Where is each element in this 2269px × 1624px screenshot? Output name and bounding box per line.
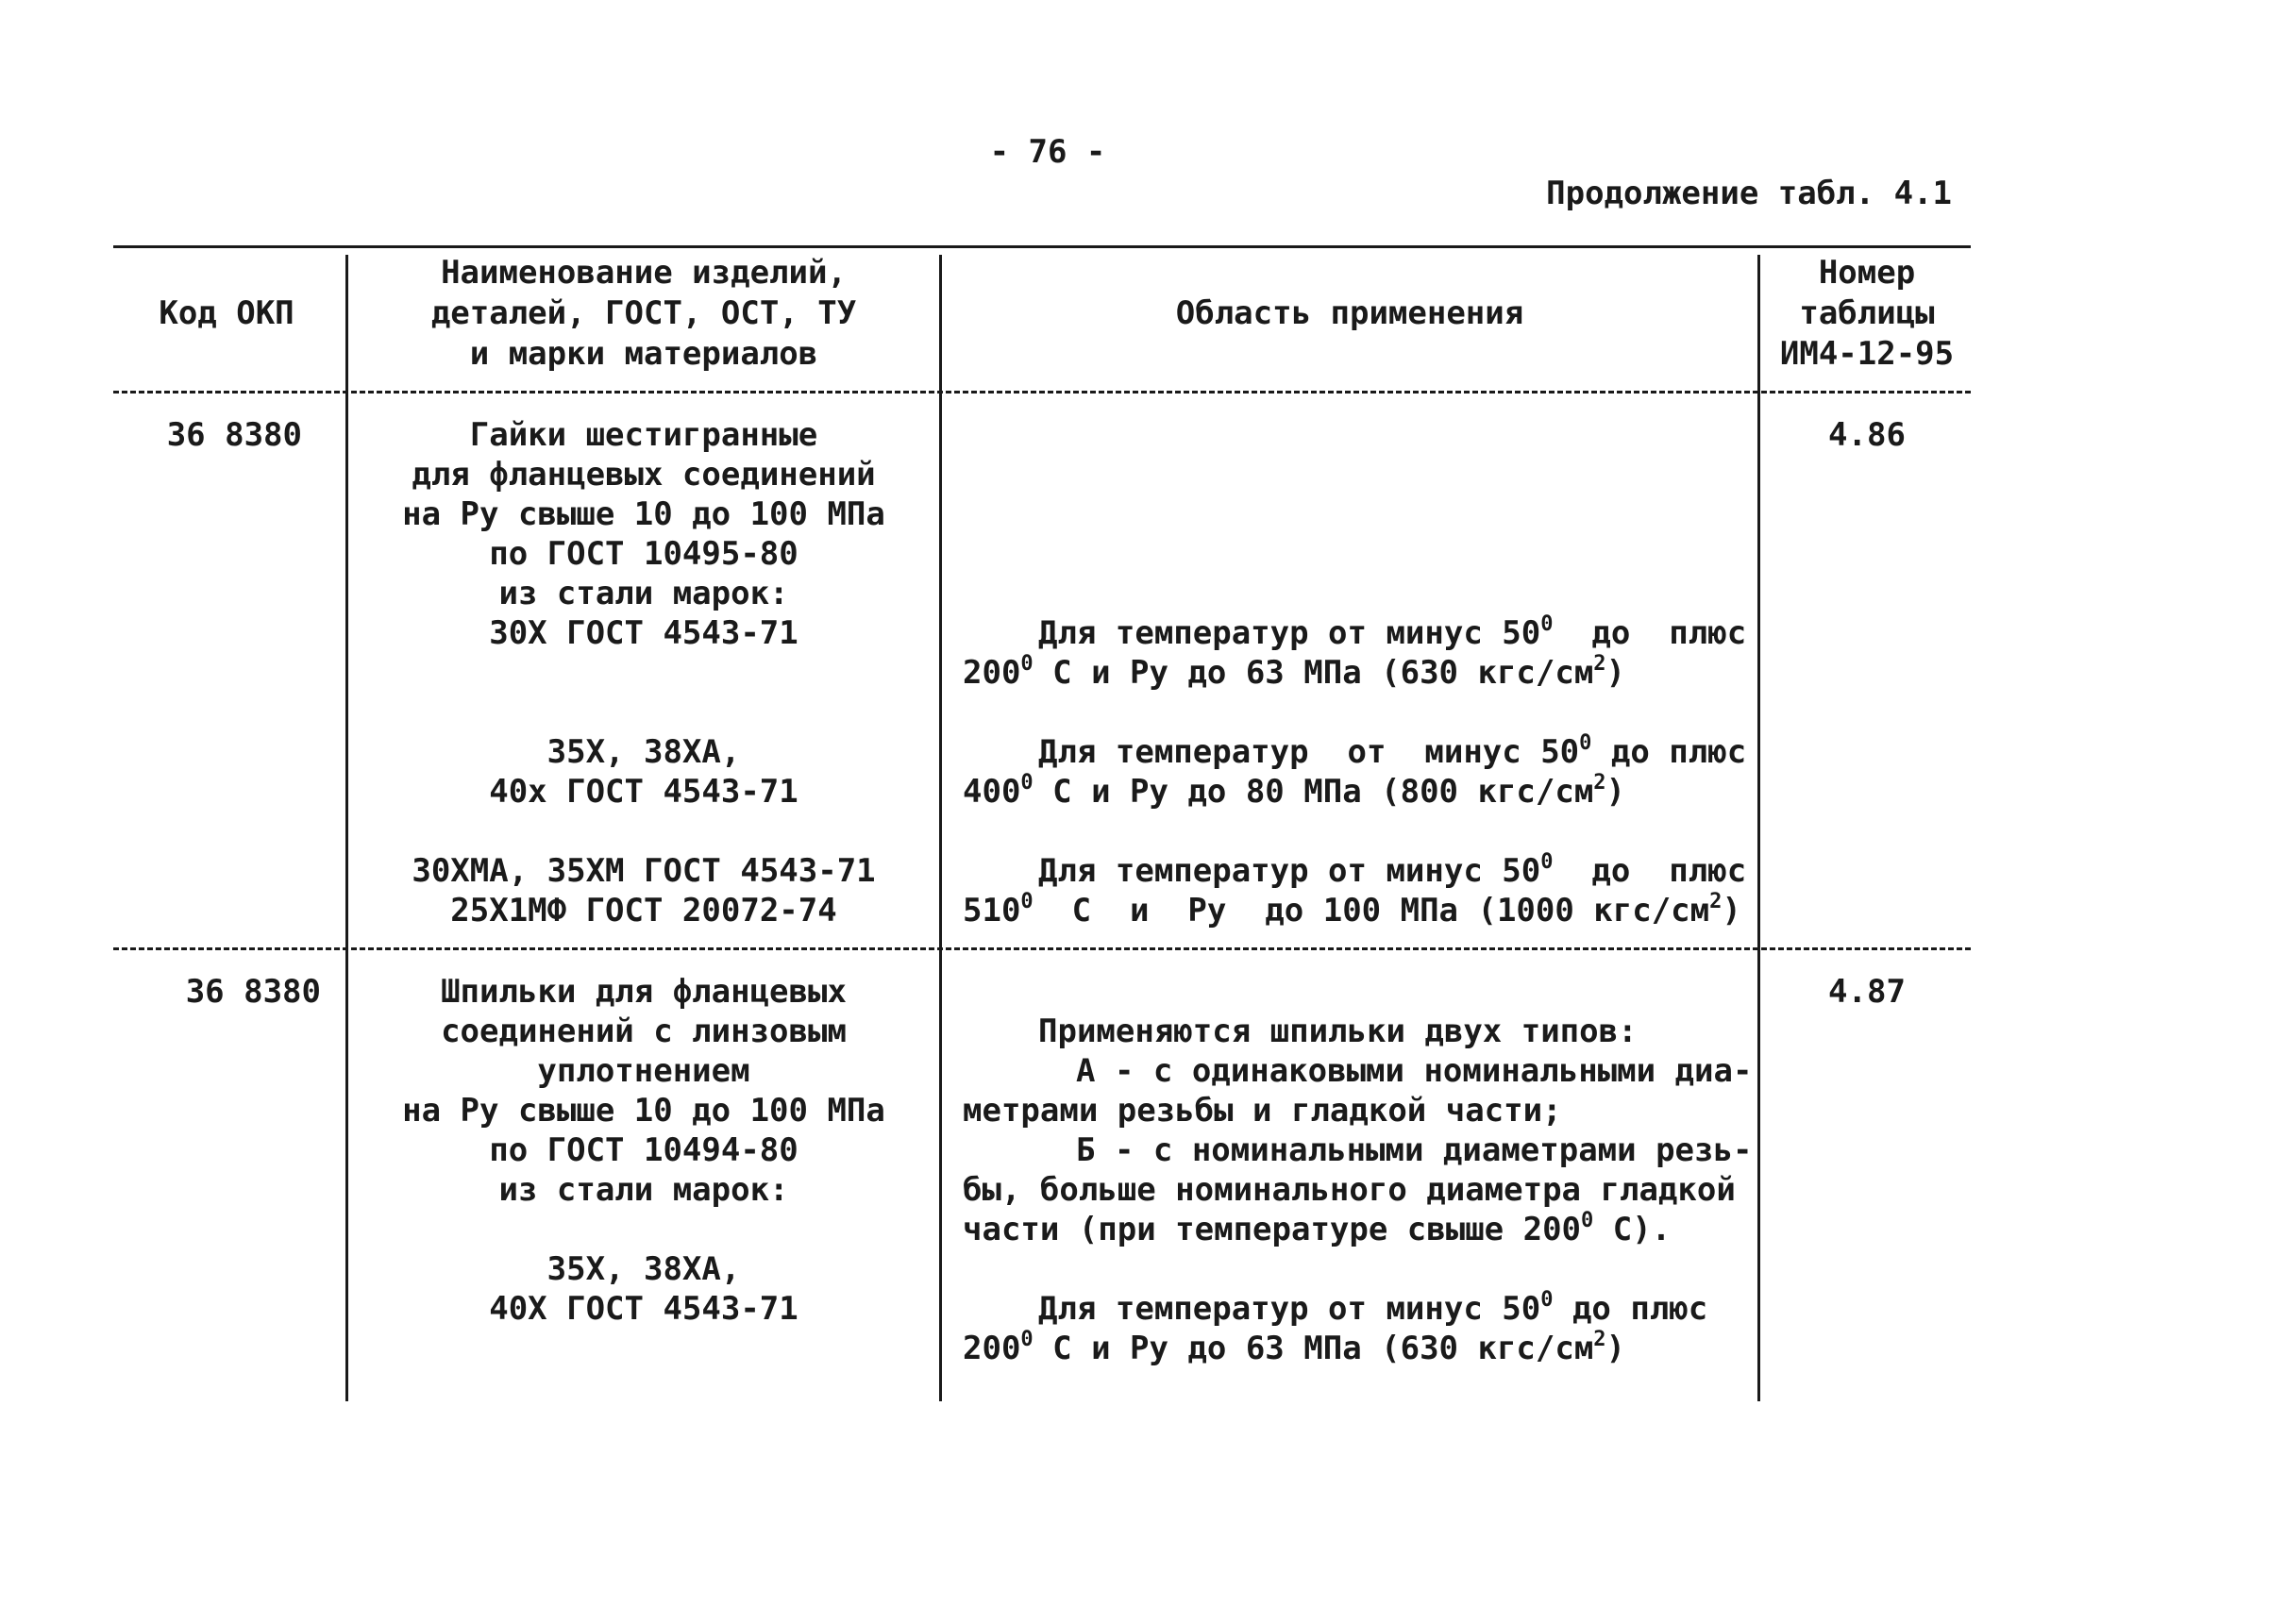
row1-name-line: 25Х1МФ ГОСТ 20072-74 — [450, 892, 837, 929]
continuation-label: Продолжение табл. 4.1 — [1546, 175, 1952, 212]
row1-name-line: 30Х ГОСТ 4543-71 — [489, 614, 798, 652]
row1-name-line: по ГОСТ 10495-80 — [489, 535, 798, 573]
row1-name-line: для фланцевых соединений — [412, 456, 876, 494]
column-divider-3 — [1757, 255, 1760, 1401]
column-divider-1 — [345, 255, 348, 1401]
row1-name-line: 35Х, 38ХА, — [546, 733, 741, 771]
row2-name-line: из стали марок: — [498, 1171, 789, 1209]
row2-area-line-last: части (при температуре свыше $200^0$ С). — [963, 1209, 1672, 1248]
row1-name-line: из стали марок: — [498, 575, 789, 612]
row1-name-line: 40х ГОСТ 4543-71 — [489, 773, 798, 811]
page-number: - 76 - — [989, 133, 1106, 171]
row1-area-2-line-1: Для температур от минус $50^0$ до плюс — [1038, 731, 1747, 771]
row2-table-no: 4.87 — [1828, 973, 1906, 1011]
row2-name-line: уплотнением — [537, 1052, 750, 1090]
header-table-no-line-1: Номер — [1818, 254, 1916, 292]
row1-area-1-line-1: Для температур от минус $50^0$ до плюс — [1038, 612, 1747, 652]
row2-code: 36 8380 — [185, 973, 321, 1011]
table-top-rule — [113, 245, 1971, 248]
header-name-line-3: и марки материалов — [469, 335, 818, 373]
row1-table-no: 4.86 — [1828, 416, 1906, 454]
row-separator-rule — [113, 947, 1971, 950]
row1-name-line: Гайки шестигранные — [469, 416, 818, 454]
row2-name-line: по ГОСТ 10494-80 — [489, 1131, 798, 1169]
row1-code: 36 8380 — [166, 416, 302, 454]
row2-area-line: бы, больше номинального диаметра гладкой — [963, 1171, 1736, 1209]
header-table-no-line-3: ИМ4-12-95 — [1779, 335, 1955, 373]
row2-area-temp-line-2: $200^0$ С и Ру до 63 МПа (630 кгс/$см^2$) — [963, 1328, 1626, 1367]
row1-name-line: на Ру свыше 10 до 100 МПа — [402, 495, 885, 533]
row2-area-line: Б - с номинальными диаметрами резь- — [1076, 1131, 1753, 1169]
header-code: Код ОКП — [159, 294, 294, 332]
row2-area-line: метрами резьбы и гладкой части; — [963, 1092, 1562, 1130]
header-name-line-1: Наименование изделий, — [441, 254, 847, 292]
header-separator-rule — [113, 391, 1971, 393]
row1-name-line: 30ХМА, 35ХМ ГОСТ 4543-71 — [412, 852, 876, 890]
header-area: Область применения — [1175, 294, 1524, 332]
row2-name-line: 40Х ГОСТ 4543-71 — [489, 1290, 798, 1328]
column-divider-2 — [939, 255, 942, 1401]
row2-name-line: на Ру свыше 10 до 100 МПа — [402, 1092, 885, 1130]
row2-area-temp-line-1: Для температур от минус $50^0$ до плюс — [1038, 1288, 1708, 1328]
header-table-no-line-2: таблицы — [1799, 294, 1935, 332]
row1-area-1-line-2: $200^0$ С и Ру до 63 МПа (630 кгс/$см^2$) — [963, 652, 1626, 692]
row2-name-line: Шпильки для фланцевых — [441, 973, 847, 1011]
header-name-line-2: деталей, ГОСТ, ОСТ, ТУ — [430, 294, 857, 332]
row2-area-line: Применяются шпильки двух типов: — [1038, 1013, 1638, 1050]
row2-name-line: 35Х, 38ХА, — [546, 1250, 741, 1288]
row2-name-line: соединений с линзовым — [441, 1013, 847, 1050]
row1-area-3-line-1: Для температур от минус $50^0$ до плюс — [1038, 850, 1747, 890]
row2-area-line: А - с одинаковыми номинальными диа- — [1076, 1052, 1753, 1090]
row1-area-3-line-2: $510^0$ С и Ру до 100 МПа (1000 кгс/$см^2$) — [963, 890, 1741, 929]
row1-area-2-line-2: $400^0$ С и Ру до 80 МПа (800 кгс/$см^2$) — [963, 771, 1626, 811]
